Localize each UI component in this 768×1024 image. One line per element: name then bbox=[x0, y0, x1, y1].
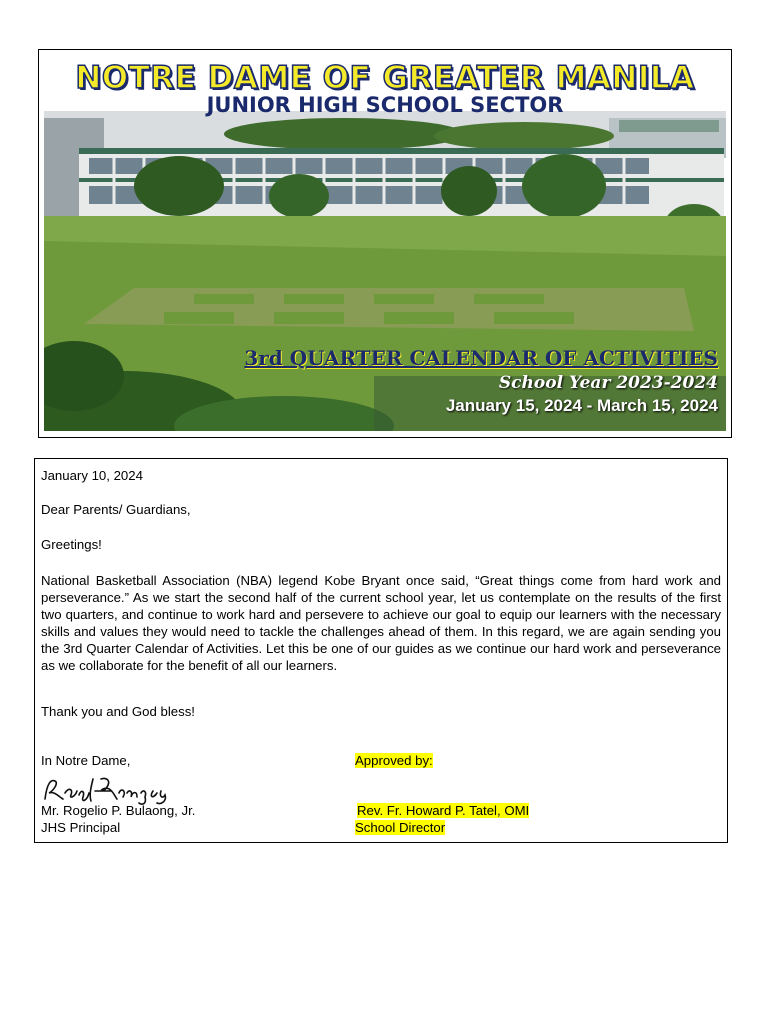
approved-by-label: Approved by: bbox=[355, 753, 433, 768]
salutation: Dear Parents/ Guardians, bbox=[41, 502, 191, 517]
approver-name-wrapper bbox=[357, 802, 529, 819]
approver-title: School Director bbox=[355, 820, 446, 835]
school-year: School Year 2023-2024 bbox=[498, 373, 718, 393]
calendar-title: 3rd QUARTER CALENDAR OF ACTIVITIES bbox=[244, 346, 718, 370]
banner-frame bbox=[38, 49, 732, 438]
approver-name: Rev. Fr. Howard P. Tatel, OMI bbox=[357, 803, 530, 818]
principal-signature bbox=[41, 773, 191, 805]
banner-image bbox=[44, 56, 726, 431]
date-range: January 15, 2024 - March 15, 2024 bbox=[445, 396, 718, 415]
school-name-title: NOTRE DAME OF GREATER MANILA bbox=[75, 60, 695, 96]
approved-by-wrapper bbox=[355, 752, 433, 769]
thanks-line: Thank you and God bless! bbox=[41, 704, 195, 719]
letter-date: January 10, 2024 bbox=[41, 468, 143, 483]
approver-title-wrapper bbox=[355, 819, 445, 836]
letter-body: National Basketball Association (NBA) legend Kobe Bryant once said, “Great things come from hard work and perseverance.” As we start the second half of the current school year, let us contemplate on the results of the first two quarters, and continue to work hard and persevere to achieve our goal to equip our learners with the necessary skills and values they would need to tackle the challenges ahead of them. In this regard, we are again sending you the 3rd Quarter Calendar of Activities. Let this be one of our guides as we continue our hard work and perseverance as we collaborate for the benefit of all our learners. bbox=[41, 573, 721, 673]
signer-name: Mr. Rogelio P. Bulaong, Jr. bbox=[41, 803, 196, 818]
sector-subtitle: JUNIOR HIGH SCHOOL SECTOR bbox=[206, 93, 564, 117]
greeting: Greetings! bbox=[41, 537, 102, 552]
closing-line: In Notre Dame, bbox=[41, 753, 131, 768]
signer-title: JHS Principal bbox=[41, 820, 121, 835]
letter-box bbox=[34, 458, 728, 843]
